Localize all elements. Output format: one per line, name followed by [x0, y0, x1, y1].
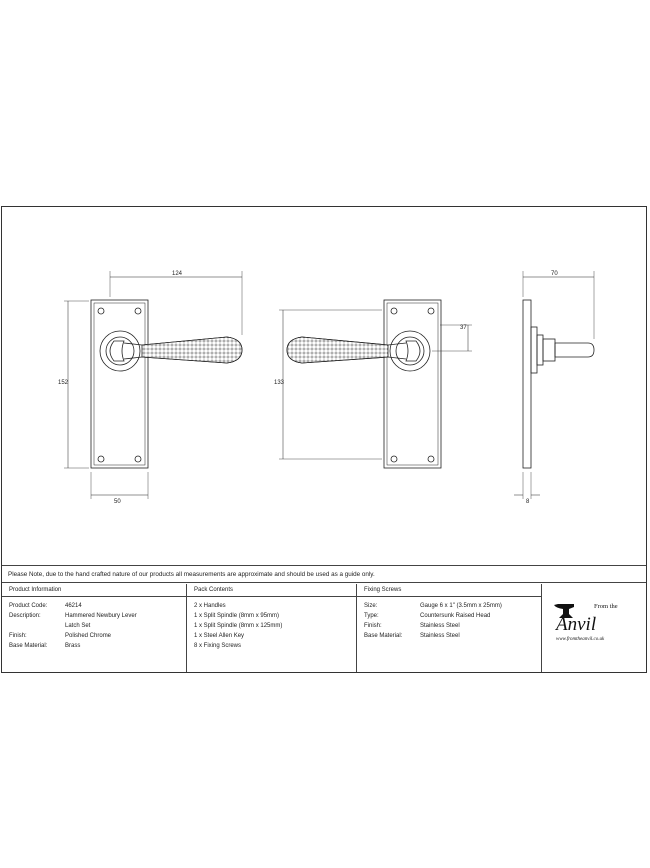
lever-drawing — [2, 207, 648, 567]
product-info-column — [2, 584, 187, 672]
pack-contents-column — [187, 584, 357, 672]
product-info-row: Product Code: 46214 — [9, 603, 82, 609]
brand-logo — [542, 584, 646, 672]
side-view — [514, 271, 594, 499]
fixing-screws-header: Fixing Screws — [357, 584, 541, 597]
back-view — [279, 300, 472, 468]
drawing-sheet — [1, 206, 647, 673]
technical-drawing — [2, 207, 648, 567]
front-view — [64, 271, 242, 499]
spec-table — [2, 584, 646, 673]
fixing-screws-row: Type: Countersunk Raised Head — [364, 613, 491, 619]
dim-projection: 70 — [551, 271, 558, 277]
pack-item: 2 x Handles — [194, 603, 226, 609]
product-info-row: Description: Hammered Newbury Lever — [9, 613, 137, 619]
dim-spindle-height: 133 — [274, 380, 285, 386]
logo-from-the: From the — [594, 603, 618, 610]
dim-rose-offset: 37 — [460, 325, 467, 331]
pack-item: 1 x Split Spindle (8mm x 125mm) — [194, 623, 283, 629]
pack-item: 1 x Split Spindle (8mm x 95mm) — [194, 613, 280, 619]
disclaimer-note: Please Note, due to the hand crafted nature of our products all measurements are approximate and should be used as a guide only. — [2, 565, 646, 583]
product-info-header: Product Information — [2, 584, 186, 597]
product-info-row: Finish: Polished Chrome — [9, 633, 112, 639]
dim-front-width: 124 — [172, 271, 183, 277]
product-info-row: Base Material: Brass — [9, 643, 81, 649]
pack-item: 1 x Steel Allen Key — [194, 633, 245, 639]
pack-contents-header: Pack Contents — [187, 584, 356, 597]
dim-height: 152 — [58, 380, 69, 386]
product-info-row: Latch Set — [65, 623, 91, 629]
fixing-screws-row: Size: Gauge 6 x 1" (3.5mm x 25mm) — [364, 603, 502, 609]
anvil-icon — [542, 584, 646, 672]
fixing-screws-row: Finish: Stainless Steel — [364, 623, 460, 629]
fixing-screws-row: Base Material: Stainless Steel — [364, 633, 460, 639]
fixing-screws-column — [357, 584, 542, 672]
dim-plate-thickness: 8 — [526, 499, 530, 505]
dim-plate-width: 50 — [114, 499, 121, 505]
logo-url: www.fromtheanvil.co.uk — [556, 637, 605, 642]
logo-brand: Anvil — [556, 614, 597, 635]
pack-item: 8 x Fixing Screws — [194, 643, 242, 649]
